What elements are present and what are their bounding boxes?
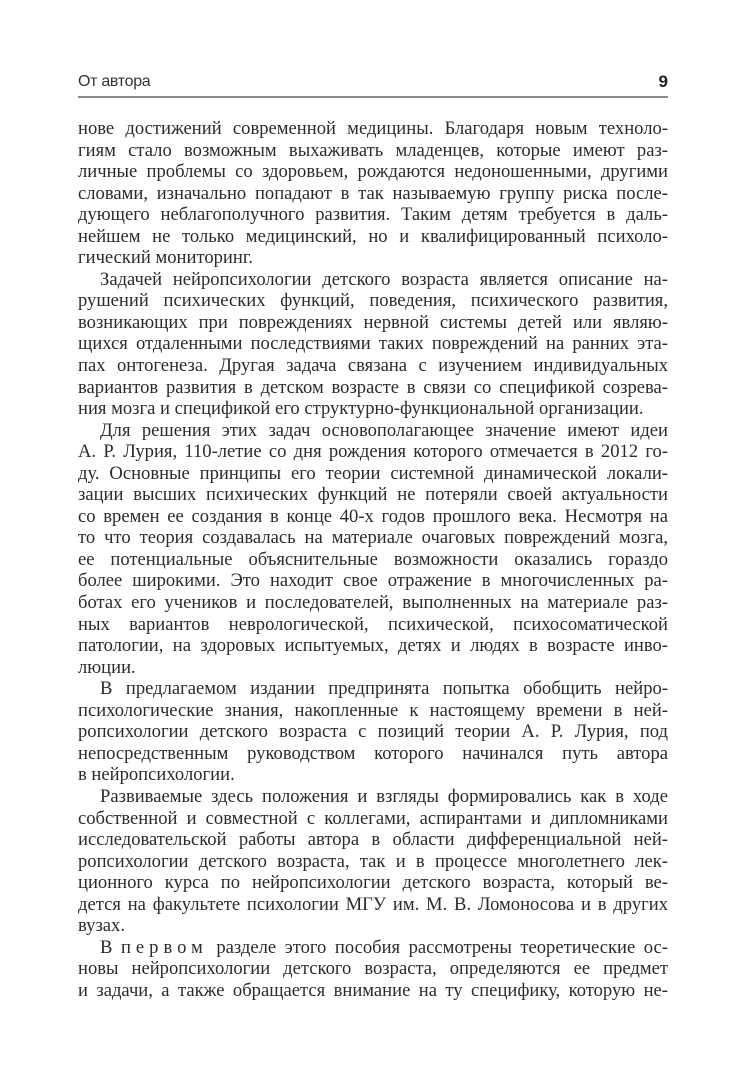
text-line: гиям стало возможным выхаживать младенцев, которые имеют раз- — [78, 139, 668, 161]
text-line: патологии, на здоровых испытуемых, детях и людях в возрасте инво- — [78, 635, 668, 657]
paragraph — [78, 786, 668, 937]
text-line: нейшем не только медицинский, но и квалифицированный психоло- — [78, 225, 668, 247]
text-line: Задачей нейропсихологии детского возраста является описание на- — [100, 268, 668, 290]
text-line: то что теория создавалась на материале очаговых повреждений мозга, — [78, 527, 668, 549]
text-line: ропсихологии детского возраста с позиций теории А. Р. Лурия, под — [78, 721, 668, 743]
text-line: новы нейропсихологии детского возраста, определяются ее предмет — [78, 958, 668, 980]
running-header — [78, 70, 668, 98]
text-line: непосредственным руководством которого начинался путь автора — [78, 742, 668, 764]
paragraph — [78, 420, 668, 679]
text-line: и задачи, а также обращается внимание на ту специфику, которую не- — [78, 979, 668, 1001]
text-line: А. Р. Лурия, 110-летие со дня рождения которого отмечается в 2012 го- — [78, 441, 668, 463]
text-line: психологические знания, накопленные к настоящему времени в ней- — [78, 699, 668, 721]
text-line: исследовательской работы автора в области дифференциальной ней- — [78, 829, 668, 851]
text-line: нове достижений современной медицины. Благодаря новым техноло- — [78, 118, 668, 139]
text-line: вариантов развития в детском возрасте в связи со спецификой созрева- — [78, 376, 668, 398]
text-line: ее потенциальные объяснительные возможности оказались гораздо — [78, 548, 668, 570]
text-line: пах онтогенеза. Другая задача связана с изучением индивидуальных — [78, 355, 668, 377]
text-line: ных вариантов неврологической, психической, психосоматической — [78, 613, 668, 635]
paragraph — [78, 678, 668, 786]
paragraph — [78, 269, 668, 420]
text-line: люции. — [78, 656, 136, 678]
text-line: ду. Основные принципы его теории системной динамической локали- — [78, 462, 668, 484]
text-line: ропсихологии детского возраста, так и в процессе многолетнего лек- — [78, 850, 668, 872]
text-line: Развиваемые здесь положения и взгляды формировались как в ходе — [100, 785, 668, 807]
text-line: дующего неблагополучного развития. Таким детям требуется в даль- — [78, 204, 668, 226]
text-line: гический мониторинг. — [78, 247, 253, 269]
body-text — [78, 118, 668, 1001]
text-line: ботах его учеников и последователей, выполненных на материале раз- — [78, 592, 668, 614]
text-line: зации высших психических функций не потеряли своей актуальности — [78, 484, 668, 506]
text-line — [78, 937, 668, 959]
text-line: возникающих при повреждениях нервной системы детей или являю- — [78, 311, 668, 333]
text-line: собственной и совместной с коллегами, аспирантами и дипломниками — [78, 807, 668, 829]
text-line: ния мозга и спецификой его структурно-функциональной организации. — [78, 398, 644, 420]
text-line: личные проблемы со здоровьем, рождаются недоношенными, другими — [78, 161, 668, 183]
text-line: В предлагаемом издании предпринята попытка обобщить нейро- — [100, 678, 668, 700]
emphasized-word: первом — [120, 936, 208, 958]
text-line: ционного курса по нейропсихологии детского возраста, который ве- — [78, 872, 668, 894]
text-line: Для решения этих задач основополагающее значение имеют идеи — [100, 419, 668, 441]
text-line: щихся отдаленными последствиями таких повреждений на ранних эта- — [78, 333, 668, 355]
paragraph — [78, 118, 668, 269]
paragraph — [78, 937, 668, 1002]
text-line: рушений психических функций, поведения, психического развития, — [78, 290, 668, 312]
text-line: со времен ее создания в конце 40-х годов прошлого века. Несмотря на — [78, 505, 668, 527]
text-line: словами, изначально попадают в так называемую группу риска после- — [78, 182, 668, 204]
text-line: вузах. — [78, 915, 125, 937]
text-line: в нейропсихологии. — [78, 764, 235, 786]
text-segment: В — [100, 936, 121, 958]
running-head-title: От автора — [78, 73, 151, 90]
page-number: 9 — [658, 72, 668, 91]
text-segment: разделе этого пособия рассмотрены теоретические ос- — [207, 936, 668, 958]
text-line: более широкими. Это находит свое отражение в многочисленных ра- — [78, 570, 668, 592]
text-line: дется на факультете психологии МГУ им. М. В. Ломоносова и в других — [78, 893, 668, 915]
